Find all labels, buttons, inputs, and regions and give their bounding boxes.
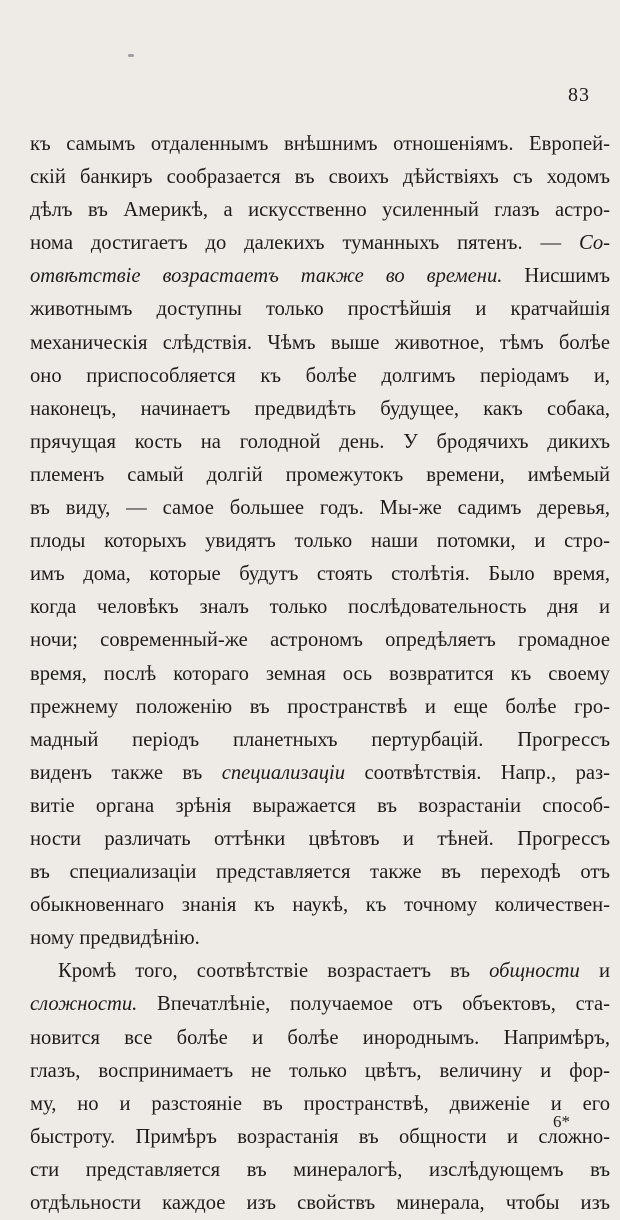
text-run: виденъ также въ — [30, 761, 222, 784]
text-run: оно приспособляется къ болѣе долгимъ періодамъ и, — [30, 364, 610, 387]
text-run: въ специализаціи представляется также въ переходѣ отъ — [30, 861, 610, 884]
text-line — [30, 459, 610, 492]
italic-text: сложности. — [30, 993, 138, 1016]
text-line — [30, 260, 610, 293]
text-run: прячущая кость на голодной день. У бродячихъ дикихъ — [30, 430, 610, 453]
text-run: племенъ самый долгій промежутокъ времени, имѣемый — [30, 463, 610, 486]
text-line — [30, 889, 610, 922]
text-line — [30, 988, 610, 1021]
text-line — [30, 591, 610, 624]
paper-speck — [128, 54, 134, 57]
text-run: механическія слѣдствія. Чѣмъ выше животное, тѣмъ болѣе — [30, 331, 610, 354]
text-run: наконецъ, начинаетъ предвидѣть будущее, какъ собака, — [30, 397, 610, 420]
text-run: нома достигаетъ до далекихъ туманныхъ пятенъ. — — [30, 232, 579, 255]
text-line — [30, 922, 610, 955]
text-line — [30, 856, 610, 889]
text-line — [30, 955, 610, 988]
italic-text: специализаціи — [221, 761, 346, 784]
text-run: въ виду, — самое большее годъ. Мы-же садимъ деревья, — [30, 497, 610, 520]
text-run: когда человѣкъ зналъ только послѣдовательность дня и — [30, 596, 610, 619]
text-line — [30, 823, 610, 856]
text-line — [30, 558, 610, 591]
text-line — [30, 691, 610, 724]
text-run: ности различать оттѣнки цвѣтовъ и тѣней. Прогрессъ — [30, 827, 610, 850]
text-run: имъ дома, которые будутъ стоять столѣтія. Было время, — [30, 563, 610, 586]
text-line — [30, 1121, 610, 1154]
text-line — [30, 757, 610, 790]
text-line — [30, 724, 610, 757]
text-line — [30, 194, 610, 227]
text-line — [30, 360, 610, 393]
text-run: и — [579, 960, 610, 983]
text-run: соотвѣтствія. Напр., раз- — [345, 761, 610, 784]
text-run: витіе органа зрѣнія выражается въ возрастаніи способ- — [30, 794, 610, 817]
text-run: обыкновеннаго знанія къ наукѣ, къ точному количествен- — [30, 894, 610, 917]
text-line — [30, 393, 610, 426]
text-run: время, послѣ котораго земная ось возвратится къ своему — [30, 662, 610, 685]
text-line — [30, 128, 610, 161]
text-line — [30, 327, 610, 360]
text-line — [30, 227, 610, 260]
text-run: къ самымъ отдаленнымъ внѣшнимъ отношеніямъ. Европей- — [30, 133, 610, 155]
body-text — [30, 128, 610, 1220]
text-run: ночи; современный-же астрономъ опредѣляетъ громадное — [30, 629, 610, 652]
text-run: быстроту. Примѣръ возрастанія въ общности и сложно- — [30, 1125, 610, 1148]
text-run: новится все болѣе и болѣе инороднымъ. Напримѣръ, — [30, 1026, 610, 1049]
text-run: мадный періодъ планетныхъ пертурбацій. Прогрессъ — [30, 728, 610, 751]
text-line — [30, 161, 610, 194]
text-run: дѣлъ въ Америкѣ, а искусственно усиленный глазъ астро- — [30, 199, 610, 222]
text-line — [30, 293, 610, 326]
text-line — [30, 658, 610, 691]
text-run: отдѣльности каждое изъ свойствъ минерала, чтобы изъ — [30, 1192, 610, 1214]
text-line — [30, 525, 610, 558]
text-run: животнымъ доступны только простѣйшія и кратчайшія — [30, 298, 610, 321]
italic-text: общности — [489, 960, 580, 983]
italic-text: Со- — [578, 232, 610, 255]
text-run: му, но и разстояніе въ пространствѣ, движеніе и его — [30, 1092, 610, 1115]
text-line — [30, 1088, 610, 1121]
text-line — [30, 1187, 610, 1220]
italic-text: отвѣтствіе возрастаетъ также во времени. — [30, 265, 503, 288]
text-run: сти представляется въ минералогѣ, изслѣдующемъ въ — [30, 1158, 610, 1181]
text-line — [30, 624, 610, 657]
signature-mark: 6* — [553, 1112, 570, 1131]
text-line — [30, 1022, 610, 1055]
text-run: скій банкиръ сообразается въ своихъ дѣйствіяхъ съ ходомъ — [30, 166, 610, 189]
text-line — [30, 426, 610, 459]
text-line — [30, 492, 610, 525]
text-line — [30, 1154, 610, 1187]
text-run: Нисшимъ — [502, 265, 610, 288]
text-run: ному предвидѣнію. — [30, 927, 200, 950]
text-line — [30, 790, 610, 823]
page-number: 83 — [568, 84, 590, 106]
text-run: Кромѣ того, соотвѣтствіе возрастаетъ въ — [58, 960, 490, 983]
text-run: глазъ, воспринимаетъ не только цвѣтъ, величину и фор- — [30, 1059, 610, 1082]
text-run: прежнему положенію въ пространствѣ и еще болѣе гро- — [30, 695, 610, 718]
text-run: плоды которыхъ увидятъ только наши потомки, и стро- — [30, 530, 610, 553]
text-run: Впечатлѣніе, получаемое отъ объектовъ, ста- — [137, 993, 610, 1016]
text-line — [30, 1055, 610, 1088]
